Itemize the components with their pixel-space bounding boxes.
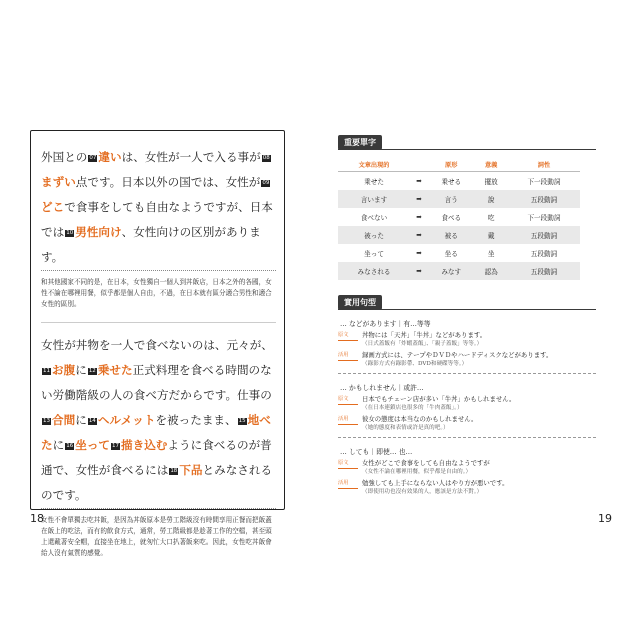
jp-line: 外国との 07 違いは、女性が一人で入る事が 08まずい点です。日本以外の国では、女性が 09どこで食事をしても自由なようですが、日本では 10 男性向け、女性向けの区別があります。	[41, 145, 276, 271]
vocab-table	[338, 158, 580, 280]
table-row: 坐って ➡ 坐る 坐 五段動詞	[338, 244, 580, 262]
pattern-title: … などがあります｜有…等等	[340, 320, 431, 328]
arrow-right-icon: ➡	[416, 177, 422, 185]
patterns-header: 實用句型	[338, 295, 382, 310]
column-header: 詞性	[508, 158, 580, 172]
vocab-header-row	[338, 158, 580, 172]
vocab-marker: 16	[66, 442, 74, 449]
example-row: 活用 彼女の態度は本当なのかもしれません。 （她的態度和表情或許是真的吧。）	[338, 415, 478, 431]
vocab-marker: 18	[170, 467, 178, 474]
arrow-right-icon: ➡	[410, 226, 428, 244]
vocab-section	[338, 130, 596, 280]
divider	[338, 437, 596, 438]
table-row: 食べない ➡ 食べる 吃 下一段動詞	[338, 208, 580, 226]
table-row: 乗せた ➡ 乗せる 擺放 下一段動詞	[338, 172, 580, 191]
table-row: みなされる ➡ みなす 認為 五段動詞	[338, 262, 580, 280]
arrow-right-icon: ➡	[416, 249, 422, 257]
divider	[41, 322, 276, 323]
vocab-marker: 14	[88, 417, 96, 424]
pattern-block	[338, 382, 596, 433]
paragraph-1-japanese	[41, 145, 276, 271]
pattern-title: … かもしれません｜或許…	[340, 384, 424, 392]
example-row: 活用 勉強しても上手にならない人はやり方が悪いです。 （即使用功也沒有效果的人，應該是方法不對。）	[338, 479, 509, 495]
column-header: 文章出現的	[338, 158, 410, 172]
pattern-title: … しても｜即使… 也…	[340, 448, 413, 456]
example-row: 活用 録画方式には、テープやＤＶＤやハードディスクなどがあります。 （錄影方式有錄影帶、DVD和硬碟等等。）	[338, 351, 553, 367]
vocab-marker: 17	[112, 442, 120, 449]
vocab-marker: 12	[88, 367, 96, 374]
example-row: 原文 丼物には「天丼」「牛丼」などがあります。 （日式蓋飯有「炸蝦蓋飯」、「親子蓋飯」等等。）	[338, 331, 487, 347]
column-header: 意義	[474, 158, 508, 172]
paragraph-2-japanese	[41, 333, 276, 509]
right-page	[338, 130, 596, 510]
arrow-right-icon: ➡	[410, 262, 428, 280]
vocab-header: 重要單字	[338, 135, 382, 150]
example-row: 原文 女性がどこで食事をしても自由なようですが （女性不論在哪裡用餐，似乎都是自由的。）	[338, 459, 490, 475]
vocab-marker: 11	[43, 367, 50, 374]
jp-line: 女性が丼物を一人で食べないのは、元々が、11 お腹に 12 乗せた正式料理を食べる時間のない労働階級の人の食べ方だからです。仕事の13 合間に 14 ヘルメットを被ったまま、 15 地べたに 16 坐って 17 描き込むように食べるのが普通で、女性が食べるには 18 下品とみなされるのです。	[41, 333, 276, 509]
table-row: 言います ➡ 言う 說 五段動詞	[338, 190, 580, 208]
arrow-right-icon: ➡	[416, 213, 422, 221]
pattern-block	[338, 446, 596, 497]
vocab-marker: 10	[66, 229, 74, 236]
patterns-section	[338, 290, 596, 497]
table-row: 被った ➡ 被る 戴 五段動詞	[338, 226, 580, 244]
arrow-right-icon: ➡	[410, 190, 428, 208]
pattern-block	[338, 318, 596, 369]
paragraph-2-chinese: 女性不會單獨去吃丼飯，是因為丼飯原本是勞工階級沒有時間享用正餐而把飯蓋在飯上的吃法，而有的飲食方式，通常，勞工階級都是趁著工作的空檔，甚至頭上還戴著安全帽，直接坐在地上，就匆忙大口扒著飯來吃。因此，女性吃丼飯會給人沒有氣質的感覺。	[41, 516, 272, 557]
left-page	[30, 130, 285, 557]
page-number-right: 19	[598, 512, 612, 525]
paragraph-1-chinese: 和其他國家不同的是，在日本，女性獨自一個人到丼飯店，日本之外的各國，女性不論在哪裡用餐，似乎都是個人自由，不過，在日本就有區分適合男性和適合女性的區別。	[41, 278, 272, 308]
vocab-marker: 07	[89, 154, 97, 161]
page-number-left: 18	[30, 512, 44, 525]
example-row: 原文 日本でもチェーン店が多い「牛丼」かもしれません。 （在日本連鎖店也很多的「牛肉蓋飯」。）	[338, 395, 516, 411]
vocab-marker: 09	[262, 179, 270, 186]
divider	[338, 373, 596, 374]
column-header: 原形	[428, 158, 474, 172]
vocab-marker: 15	[238, 417, 246, 424]
vocab-marker: 13	[43, 417, 50, 424]
vocab-marker: 08	[262, 154, 270, 161]
